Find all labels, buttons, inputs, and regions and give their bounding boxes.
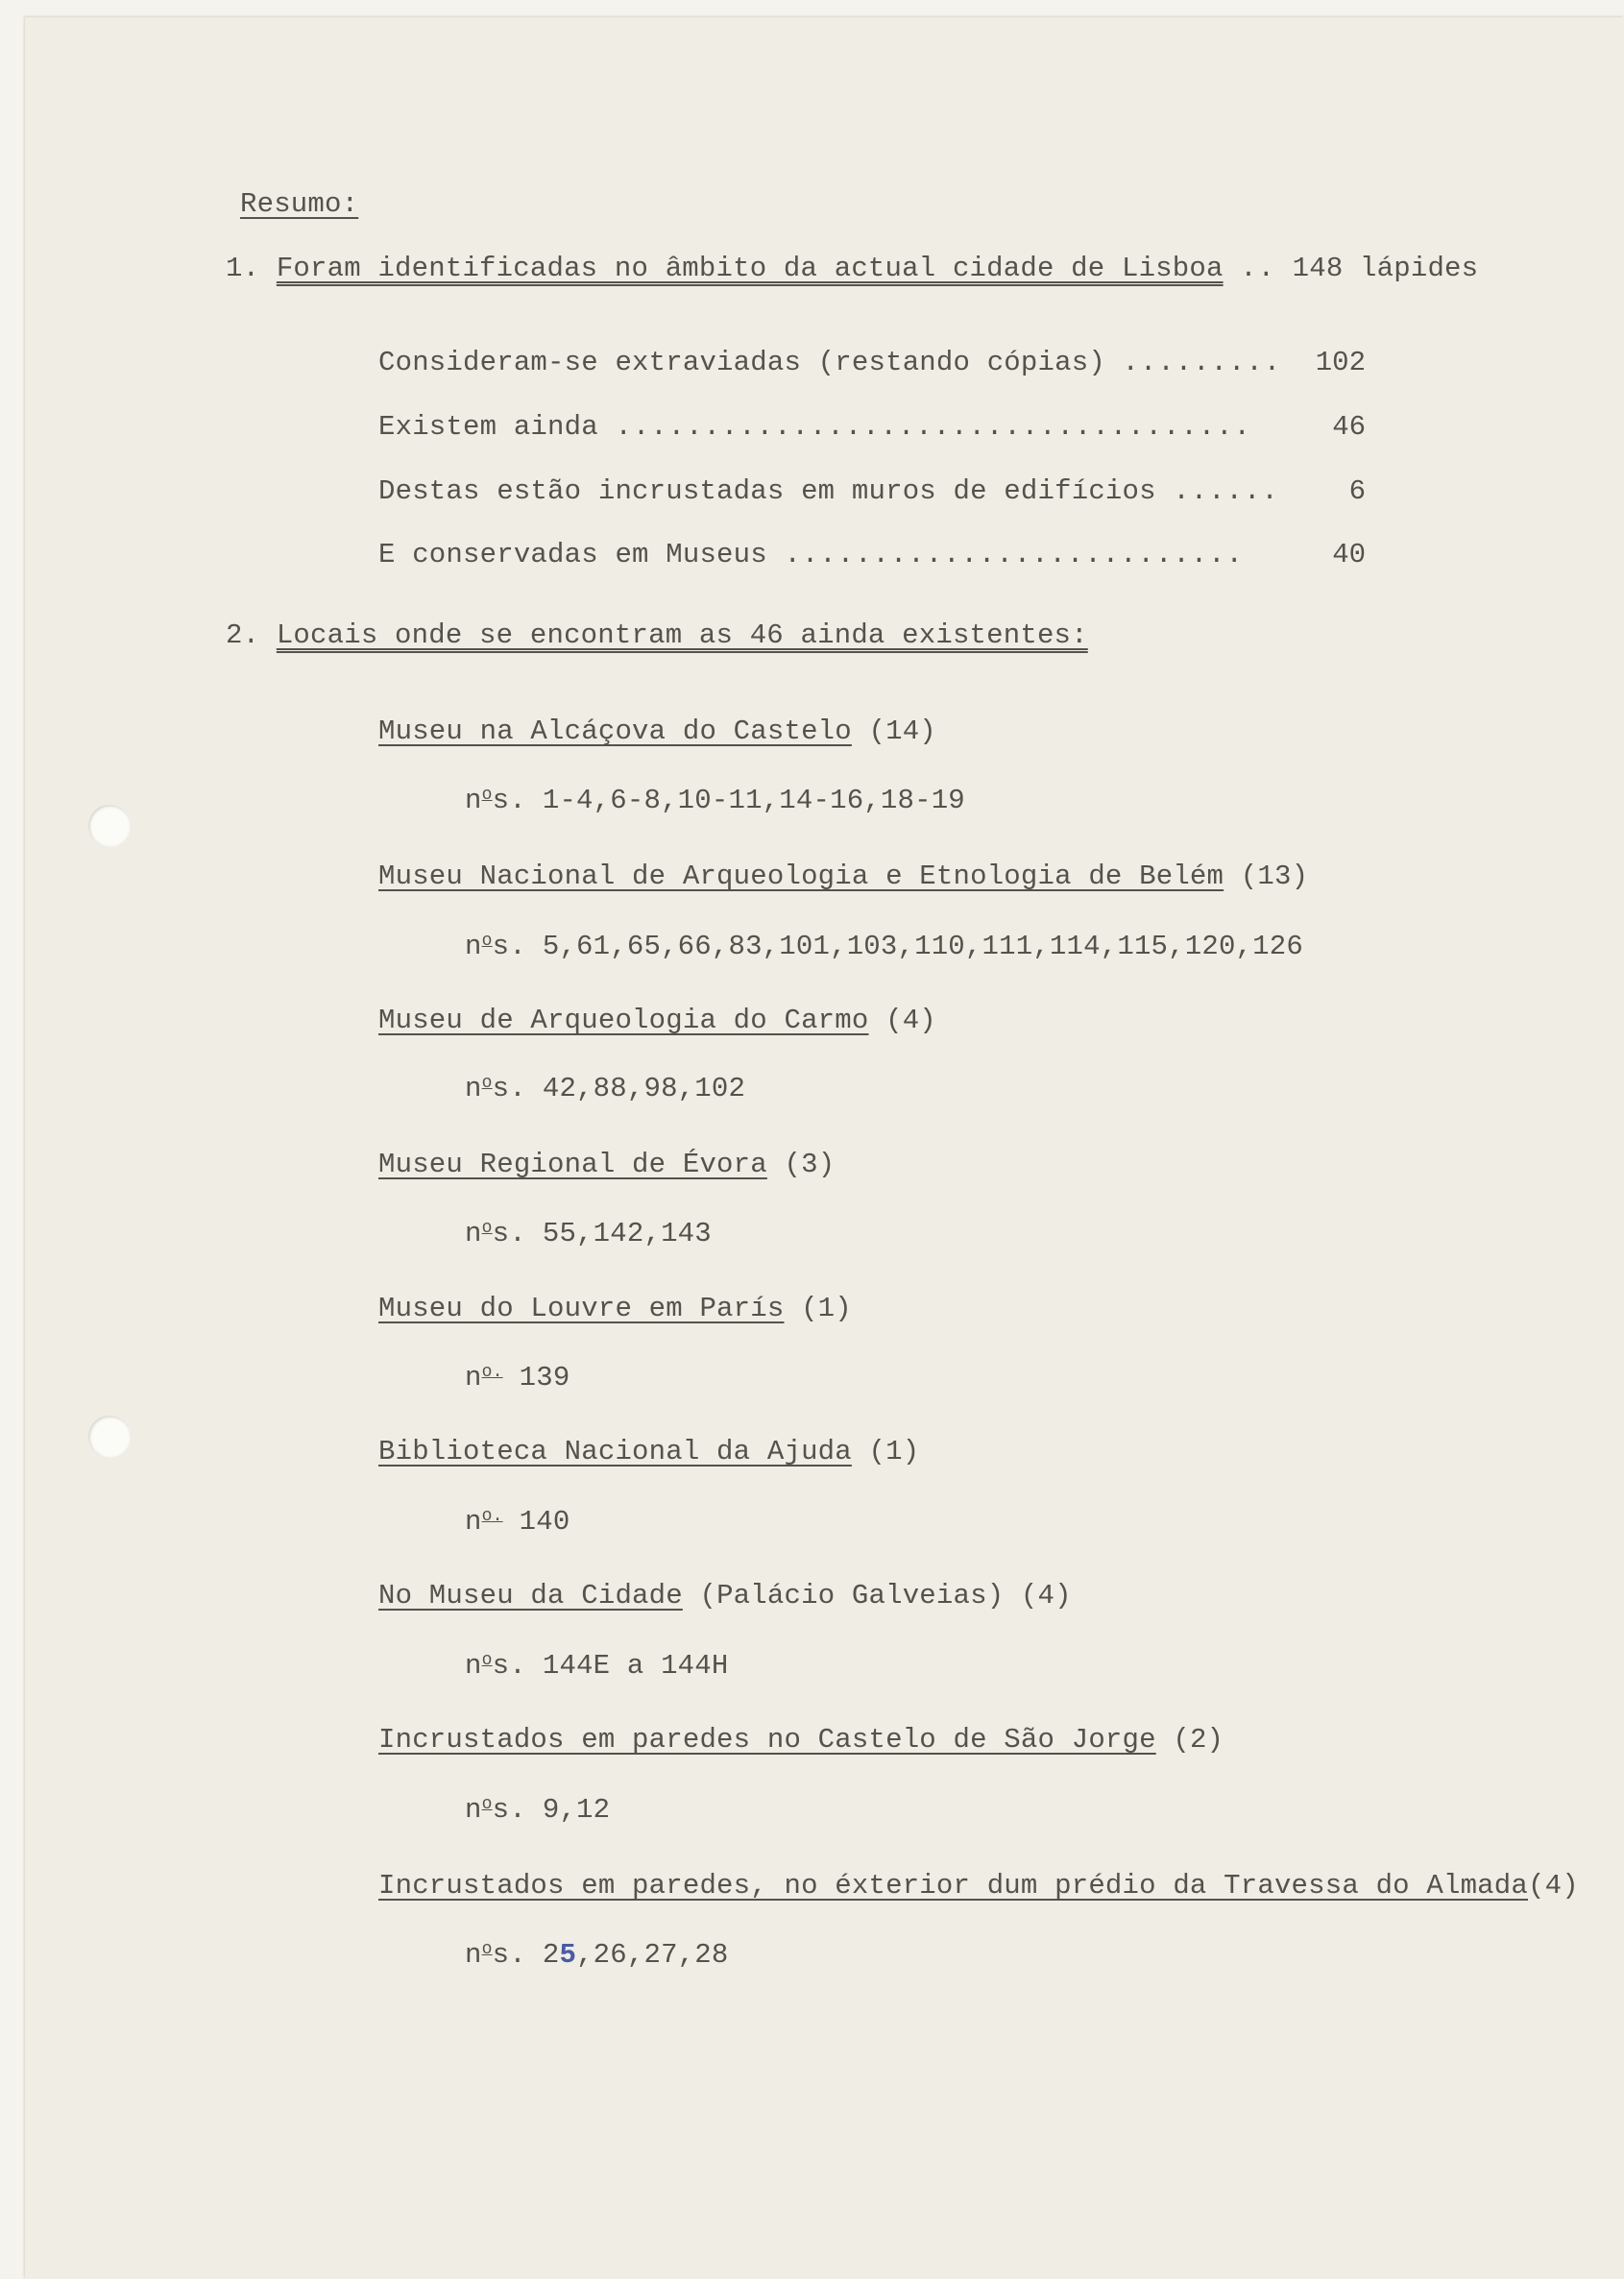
location-heading (378, 1005, 936, 1037)
row-value: 102 (1315, 347, 1366, 378)
numbers: 5,61,65,66,83,101,103,110,111,114,115,120,126 (542, 931, 1303, 962)
location-count: (13) (1240, 861, 1309, 892)
location-heading (378, 1149, 835, 1181)
summary-row (378, 411, 1251, 444)
location-count: (3) (784, 1149, 836, 1180)
summary-row (378, 539, 1244, 571)
location-name: Museu Regional de Évora (378, 1149, 767, 1180)
dot-leader: .......................... (784, 539, 1244, 570)
ordinal: os. (481, 1650, 526, 1682)
prefix: n (465, 1073, 482, 1104)
section-title: Locais onde se encontram as 46 ainda existentes: (276, 619, 1088, 651)
dot-leader: .................................... (615, 411, 1251, 443)
ordinal: os. (481, 1073, 526, 1104)
location-name: No Museu da Cidade (378, 1580, 683, 1612)
row-label: Existem ainda (378, 411, 598, 443)
handwritten-correction: 5 (559, 1939, 577, 1971)
prefix: n (465, 1506, 482, 1538)
location-name: Museu Nacional de Arqueologia e Etnologia de Belém (378, 861, 1224, 892)
numbers: 140 (519, 1506, 570, 1538)
punch-hole (88, 805, 131, 847)
ordinal: os. (481, 785, 526, 816)
numbers: ,26,27,28 (576, 1939, 729, 1971)
prefix: n (465, 785, 482, 816)
inscription-numbers (465, 925, 1303, 963)
section-number: 1. (226, 253, 260, 284)
location-name: Museu de Arqueologia do Carmo (378, 1005, 869, 1036)
row-label: Consideram-se extraviadas (restando cópias) (378, 347, 1105, 378)
location-count: (1) (868, 1436, 920, 1467)
dot-leader: .. (1240, 253, 1276, 284)
section-title: Foram identificadas no âmbito da actual cidade de Lisboa (276, 253, 1224, 284)
location-count: (2) (1173, 1724, 1224, 1756)
ordinal: os. (481, 1794, 526, 1826)
location-count: (4) (1528, 1870, 1579, 1902)
total-count: 148 lápides (1292, 253, 1479, 284)
location-name: Museu do Louvre em París (378, 1293, 785, 1324)
location-name: Incrustados em paredes, no éxterior dum prédio da Travessa do Almada (378, 1870, 1528, 1902)
row-value: 6 (1348, 475, 1366, 507)
row-label: E conservadas em Museus (378, 539, 767, 570)
location-name: Biblioteca Nacional da Ajuda (378, 1436, 852, 1467)
location-heading (378, 1436, 919, 1468)
dot-leader: ......... (1122, 347, 1282, 378)
location-name: Museu na Alcáçova do Castelo (378, 715, 852, 747)
summary-row (378, 347, 1281, 379)
numbers: 1-4,6-8,10-11,14-16,18-19 (542, 785, 965, 816)
location-heading (378, 1724, 1224, 1757)
dot-leader: ...... (1173, 475, 1279, 507)
location-heading (378, 715, 936, 748)
ordinal: os. (481, 931, 526, 962)
prefix: n (465, 1362, 482, 1394)
inscription-numbers (465, 1356, 570, 1394)
inscription-numbers (465, 779, 965, 817)
location-count: (4) (885, 1005, 936, 1036)
ordinal: os. (481, 1939, 526, 1971)
summary-row (378, 475, 1279, 508)
ordinal: o. (481, 1507, 503, 1526)
location-count: (14) (868, 715, 936, 747)
prefix: n (465, 1939, 482, 1971)
numbers: 55,142,143 (542, 1218, 712, 1249)
prefix: n (465, 931, 482, 962)
inscription-numbers (465, 1933, 729, 1972)
inscription-numbers (465, 1067, 745, 1105)
location-count: (Palácio Galveias) (4) (699, 1580, 1072, 1612)
row-value: 46 (1332, 411, 1366, 443)
inscription-numbers (465, 1500, 570, 1539)
row-value: 40 (1332, 539, 1366, 570)
summary-title: Resumo: (240, 188, 359, 220)
ordinal: os. (481, 1218, 526, 1249)
location-name: Incrustados em paredes no Castelo de São Jorge (378, 1724, 1156, 1756)
section-1-heading (226, 253, 1478, 285)
ordinal: o. (481, 1363, 503, 1382)
section-2-heading (226, 619, 1088, 652)
section-number: 2. (226, 619, 260, 651)
inscription-numbers (465, 1212, 712, 1250)
inscription-numbers (465, 1788, 610, 1827)
location-heading (378, 1580, 1072, 1612)
prefix: n (465, 1794, 482, 1826)
numbers: 42,88,98,102 (542, 1073, 746, 1104)
prefix: n (465, 1650, 482, 1682)
location-heading (378, 861, 1308, 893)
punch-hole (88, 1416, 131, 1458)
numbers: 139 (519, 1362, 570, 1394)
location-heading (378, 1293, 852, 1325)
prefix: n (465, 1218, 482, 1249)
row-label: Destas estão incrustadas em muros de edifícios (378, 475, 1156, 507)
numbers: 144E a 144H (542, 1650, 729, 1682)
inscription-numbers (465, 1644, 728, 1683)
numbers: 2 (542, 1939, 560, 1971)
numbers: 9,12 (542, 1794, 611, 1826)
location-count: (1) (801, 1293, 852, 1324)
location-heading (378, 1870, 1579, 1903)
